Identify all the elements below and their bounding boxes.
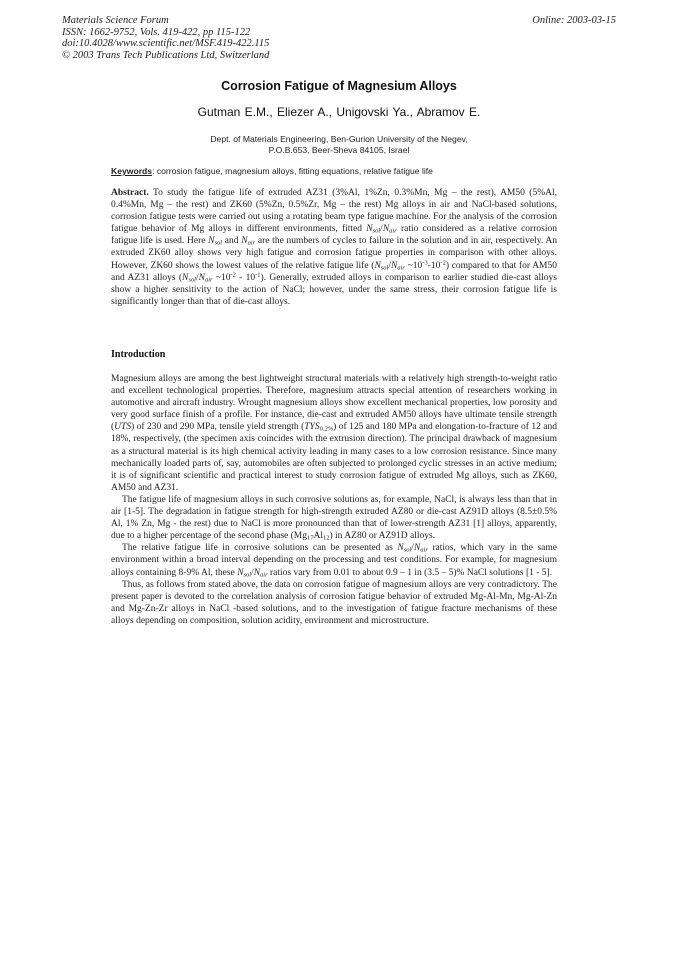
doi-link[interactable]: doi:10.4028/www.scientific.net/MSF.419-422.115 <box>62 38 270 49</box>
nsol-symbol: $N_{sol}$ <box>237 567 252 578</box>
nair-symbol: $N_{air}$ <box>241 236 256 247</box>
keywords-text: : corrosion fatigue, magnesium alloys, fitting equations, relative fatigue life <box>152 166 433 176</box>
nair-symbol: $N_{air}$ <box>198 272 213 284</box>
nair-symbol: $N_{air}$ <box>391 260 405 272</box>
introduction-heading: Introduction <box>111 349 166 360</box>
paper-title: Corrosion Fatigue of Magnesium Alloys <box>221 79 457 93</box>
tys-symbol: $TYS_{0.2\%}$ <box>304 422 334 433</box>
intro-paragraph-1: Magnesium alloys are among the best lightweight structural materials with a relatively high strength-to-weight ratio and excellent technological properties. Therefore, magnesium attracts special attention of researchers working in automotive and aircraft industry. Wrought magnesium alloys show excellent mechanical properties, low porosity and very good surface finish of a profile. For instance, die-cast and extruded AM50 alloys have ultimate tensile strength (UTS) of 230 and 290 MPa, tensile yield strength $(TYS_{0.2\%})$ of 125 and 180 MPa and elongation-to-fracture of 12 and 18%, respectively, (the specimen axis coincides with the extrusion direction). The principal drawback of magnesium as a structural material is its high chemical activity leading in many cases to a low corrosion resistance. Since many mechanically loaded parts of, say, automobiles are often subjected to prolonged cyclic stresses in an active medium; it is of significant scientific and practical interest to study corrosion fatigue of extruded Mg alloys, such as ZK60, AM50 and AZ31. <box>111 374 557 493</box>
nair-symbol: $N_{air}$ <box>413 543 428 554</box>
nsol-symbol: $N_{sol}$ <box>397 543 412 554</box>
journal-name: Materials Science Forum <box>62 15 169 26</box>
affiliation-line-2: P.O.B.653, Beer-Sheva 84105, Israel <box>268 145 410 155</box>
intro-paragraph-3: The relative fatigue life in corrosive solutions can be presented as $N_{sol}/N_{air}$ ratios, which vary in the same environment within a broad interval depending on the processing and test conditions. For example, for magnesium alloys containing 8-9% Al, these $N_{sol}/N_{air}$ ratios vary from 0.01 to about 0.9 – 1 in (3.5 – 5)% NaCl solutions [1 - 5]. <box>111 543 558 578</box>
author-list: Gutman E.M., Eliezer A., Unigovski Ya., Abramov E. <box>197 105 481 119</box>
intro-paragraph-2: The fatigue life of magnesium alloys in such corrosive solutions as, for example, NaCl, is always less than that in air [1-5]. The degradation in fatigue strength for high-strength extruded AZ80 or die-cast AZ91D alloys (8.5±0.5% Al, 1% Zn, Mg - the rest) due to NaCl is more pronounced than that of lower-strength AZ31 [1] alloys, apparently, due to a higher percentage of the second phase $(Mg_{17}Al_{12})$ in AZ80 or AZ91D alloys. <box>111 494 557 542</box>
online-date: Online: 2003-03-15 <box>532 15 616 26</box>
nair-symbol: $N_{air}$ <box>382 224 397 235</box>
introduction-section <box>111 373 557 627</box>
journal-header <box>62 15 269 61</box>
nsol-symbol: $N_{sol}$ <box>366 224 381 235</box>
nsol-symbol: $N_{sol}$ <box>208 236 223 247</box>
affiliation-line-1: Dept. of Materials Engineering, Ben-Gurion University of the Negev, <box>210 134 468 144</box>
affiliation <box>0 134 678 156</box>
abstract-section <box>111 187 557 308</box>
abstract-paragraph: Abstract. To study the fatigue life of extruded AZ31 (3%Al, 1%Zn, 0.3%Mn, Mg – the rest), AM50 (5%Al, 0.4%Mn, Mg – the rest) and ZK60 (5%Zn, 0.5%Zr, Mg – the rest) Mg alloys in air and NaCl-based solutions, corrosion fatigue tests were carried out using a rotating beam type fatigue machine. For the analysis of the corrosion fatigue behavior of Mg alloys in different environments, fitted $N_{sol}/N_{air}$ ratio considered as a relative corrosion fatigue life is used. Here $N_{sol}$ and $N_{air}$ are the numbers of cycles to failure in the solution and in air, respectively. An extruded ZK60 alloy shows very high fatigue and corrosion fatigue properties in comparison with other alloys. However, ZK60 shows the lowest values of the relative fatigue life ($N_{sol}/N_{air}$ $\sim 10^{-3}-10^{-2}$) compared to that for AM50 and AZ31 alloys ($N_{sol}/N_{air}$ $\sim 10^{-2} - 10^{-1}$). Generally, extruded alloys in comparison to earlier studied die-cast alloys show a higher sensitivity to the action of NaCl; however, under the same stress, their corrosion fatigue life is significantly longer than that of die-cast alloys. <box>111 188 558 307</box>
nair-symbol: $N_{air}$ <box>253 567 268 578</box>
intro-paragraph-4: Thus, as follows from stated above, the data on corrosion fatigue of magnesium alloys are very contradictory. The present paper is devoted to the correlation analysis of corrosion fatigue behavior of extruded Mg-Al-Mn, Mg-Al-Zn and Mg-Zn-Zr alloys in NaCl -based solutions, and to the investigation of fatigue fracture mechanisms of these alloys depending on composition, solution acidity, environment and microstructure. <box>111 579 557 626</box>
keywords-label: Keywords <box>111 166 153 176</box>
abstract-label: Abstract. <box>111 188 149 198</box>
copyright-line: © 2003 Trans Tech Publications Ltd, Switzerland <box>62 49 270 61</box>
nsol-symbol: $N_{sol}$ <box>374 260 389 272</box>
nsol-symbol: $N_{sol}$ <box>182 272 196 284</box>
issn-line: ISSN: 1662-9752, Vols. 419-422, pp 115-122 <box>62 26 251 38</box>
keywords-line <box>111 166 433 176</box>
